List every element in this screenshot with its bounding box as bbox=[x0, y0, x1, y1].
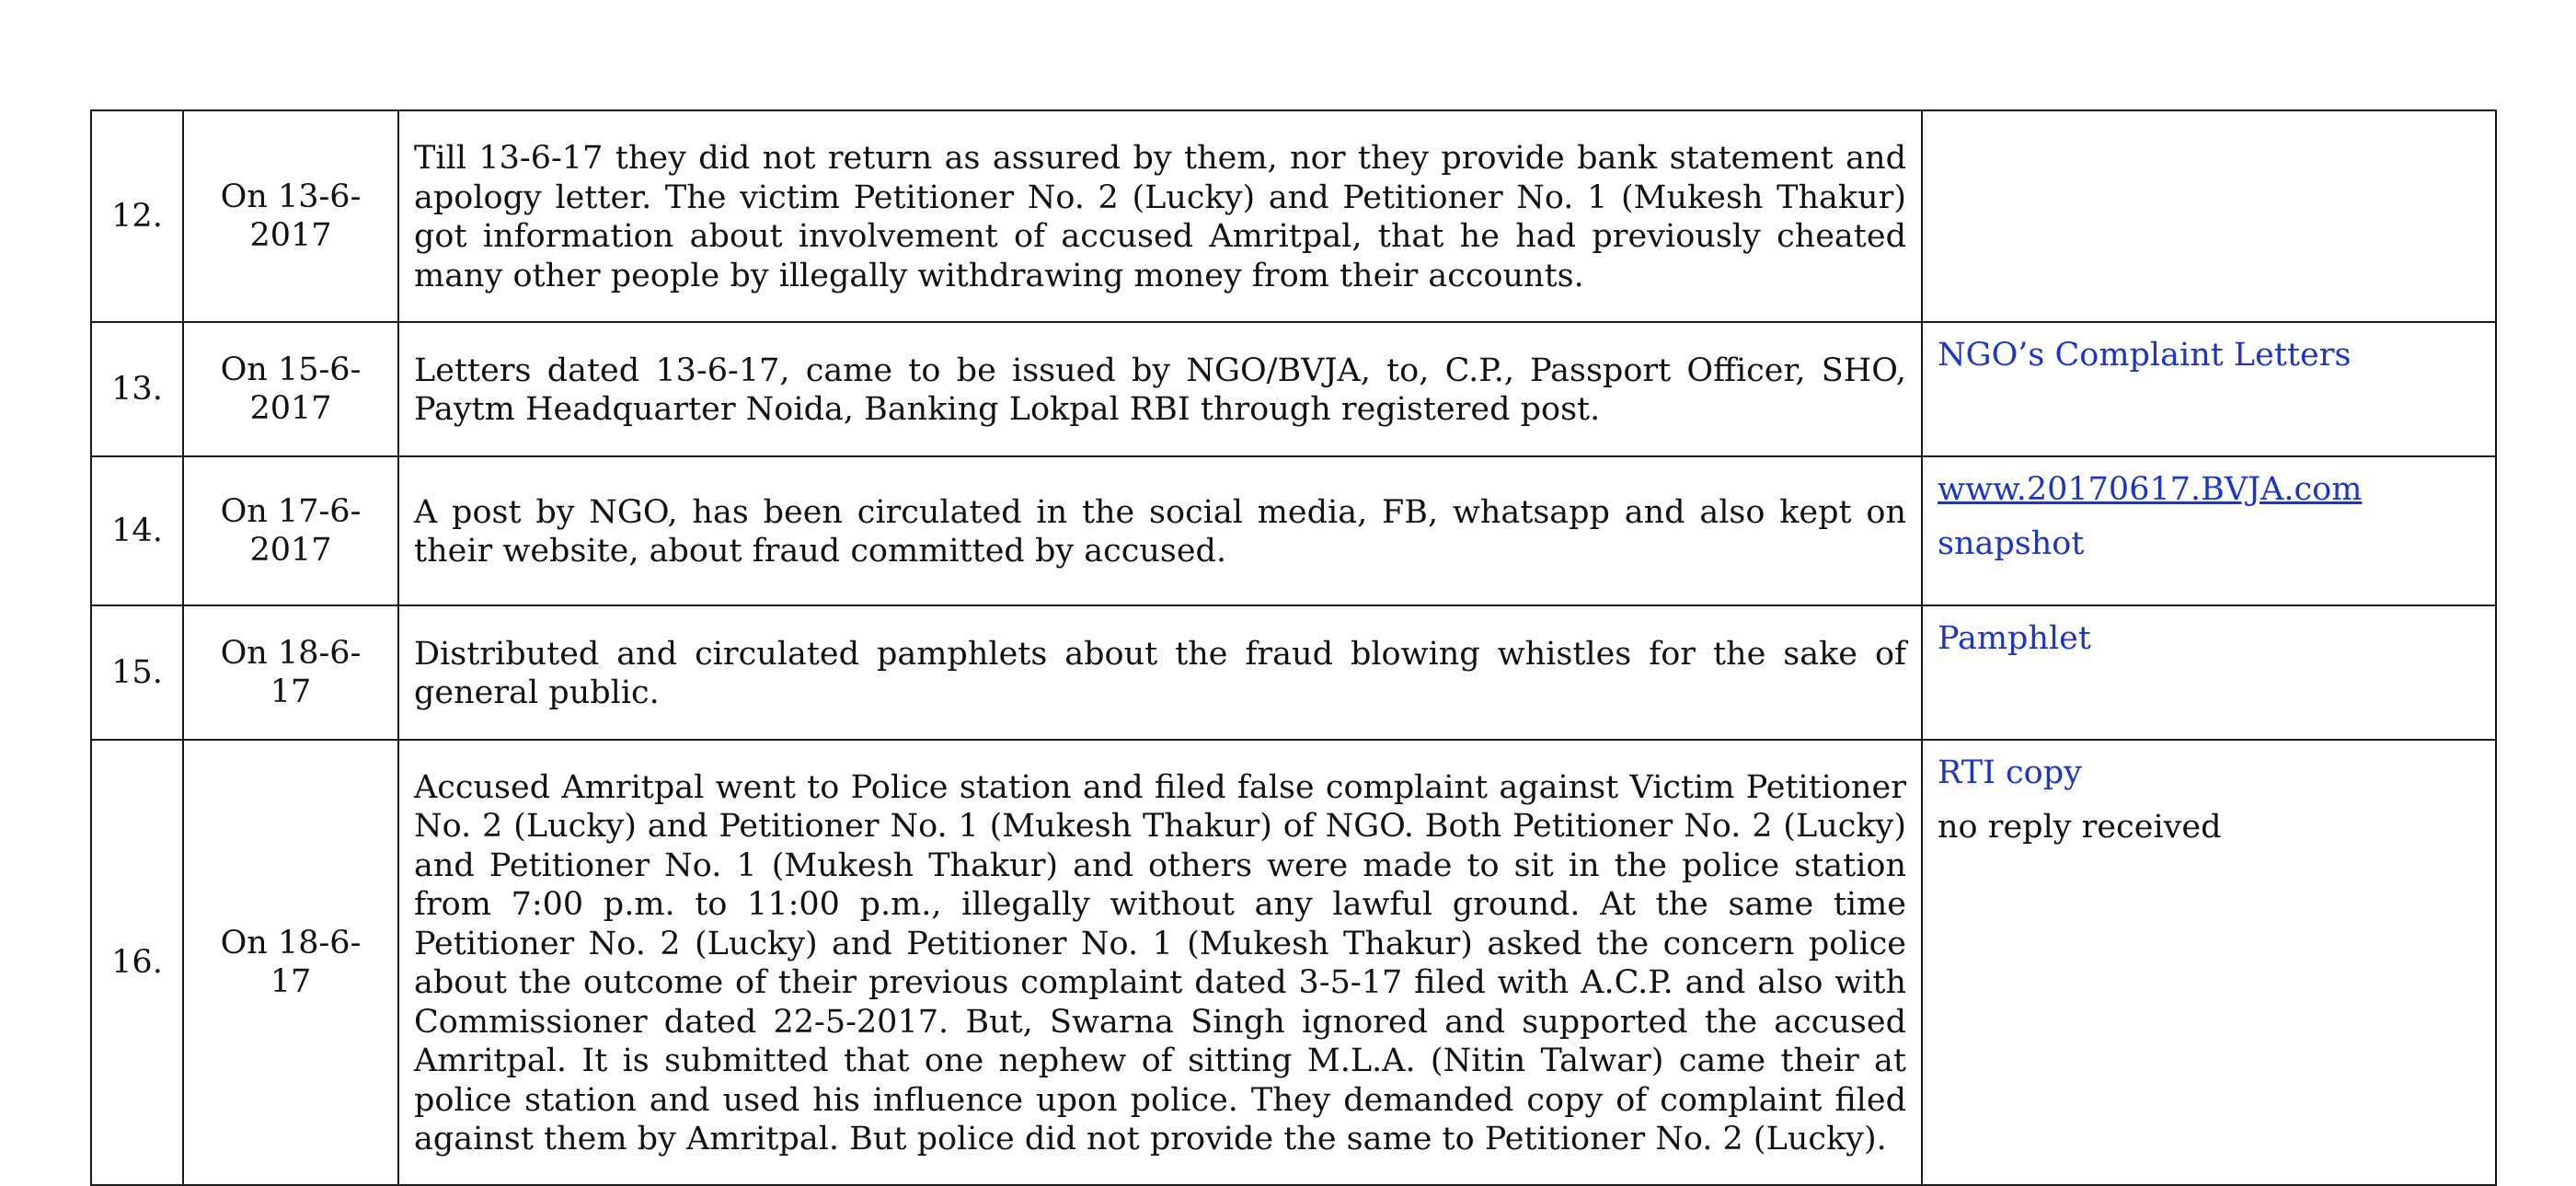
row-date bbox=[183, 322, 398, 456]
row-date-line-1: On 17-6- bbox=[220, 492, 362, 530]
row-date-line-2: 17 bbox=[270, 963, 312, 1000]
row-description: Accused Amritpal went to Police station and filed false complaint against Victim Petitioner No. 2 (Lucky) and Petitioner No. 1 (Mukesh Thakur) of NGO. Both Petitioner No. 2 (Lucky) and Petitioner No. 1 (Mukesh Thakur) and others were made to sit in the police station from 7:00 p.m. to 11:00 p.m., illegally without any lawful ground. At the same time Petitioner No. 2 (Lucky) and Petitioner No. 1 (Mukesh Thakur) asked the concern police about the outcome of their previous complaint dated 3-5-17 filed with A.C.P. and also with Commissioner dated 22-5-2017. But, Swarna Singh ignored and supported the accused Amritpal. It is submitted that one nephew of sitting M.L.A. (Nitin Talwar) came their at police station and used his influence upon police. They demanded copy of complaint filed against them by Amritpal. But police did not provide the same to Petitioner No. 2 (Lucky). bbox=[398, 740, 1922, 1185]
row-document bbox=[1922, 605, 2496, 740]
row-date bbox=[183, 110, 398, 322]
row-date-line-2: 2017 bbox=[249, 532, 332, 569]
website-link[interactable]: www.20170617.BVJA.com bbox=[1938, 471, 2363, 508]
table-row bbox=[91, 322, 2496, 456]
row-date-line-2: 2017 bbox=[249, 217, 332, 254]
row-number: 14. bbox=[91, 456, 183, 605]
row-date-line-1: On 13-6- bbox=[220, 178, 362, 215]
row-date bbox=[183, 605, 398, 740]
snapshot-link[interactable]: snapshot bbox=[1938, 524, 2085, 562]
row-document bbox=[1922, 110, 2496, 322]
row-number: 16. bbox=[91, 740, 183, 1185]
row-document bbox=[1922, 322, 2496, 456]
row-document bbox=[1922, 456, 2496, 605]
pamphlet-link[interactable]: Pamphlet bbox=[1938, 620, 2091, 657]
row-date-line-1: On 15-6- bbox=[220, 351, 362, 388]
row-document bbox=[1922, 740, 2496, 1185]
row-description: Letters dated 13-6-17, came to be issued by NGO/BVJA, to, C.P., Passport Officer, SHO, Paytm Headquarter Noida, Banking Lokpal RBI through registered post. bbox=[398, 322, 1922, 456]
table-row bbox=[91, 456, 2496, 605]
row-number: 13. bbox=[91, 322, 183, 456]
row-description: Distributed and circulated pamphlets about the fraud blowing whistles for the sake of general public. bbox=[398, 605, 1922, 740]
row-date-line-2: 2017 bbox=[249, 390, 332, 427]
row-description: Till 13-6-17 they did not return as assured by them, nor they provide bank statement and apology letter. The victim Petitioner No. 2 (Lucky) and Petitioner No. 1 (Mukesh Thakur) got information about involvement of accused Amritpal, that he had previously cheated many other people by illegally withdrawing money from their accounts. bbox=[398, 110, 1922, 322]
row-date-line-1: On 18-6- bbox=[220, 634, 362, 672]
complaint-letters-link[interactable]: NGO’s Complaint Letters bbox=[1938, 337, 2352, 374]
row-date bbox=[183, 740, 398, 1185]
rti-copy-link[interactable]: RTI copy bbox=[1938, 754, 2082, 791]
table-row bbox=[91, 605, 2496, 740]
row-date-line-2: 17 bbox=[270, 674, 312, 710]
row-date bbox=[183, 456, 398, 605]
table-row bbox=[91, 110, 2496, 322]
row-date-line-1: On 18-6- bbox=[220, 924, 362, 961]
table-row bbox=[91, 740, 2496, 1185]
no-reply-note: no reply received bbox=[1938, 808, 2222, 846]
row-number: 15. bbox=[91, 605, 183, 740]
row-description: A post by NGO, has been circulated in the social media, FB, whatsapp and also kept on their website, about fraud committed by accused. bbox=[398, 456, 1922, 605]
row-number: 12. bbox=[91, 110, 183, 322]
events-table bbox=[90, 109, 2497, 1186]
